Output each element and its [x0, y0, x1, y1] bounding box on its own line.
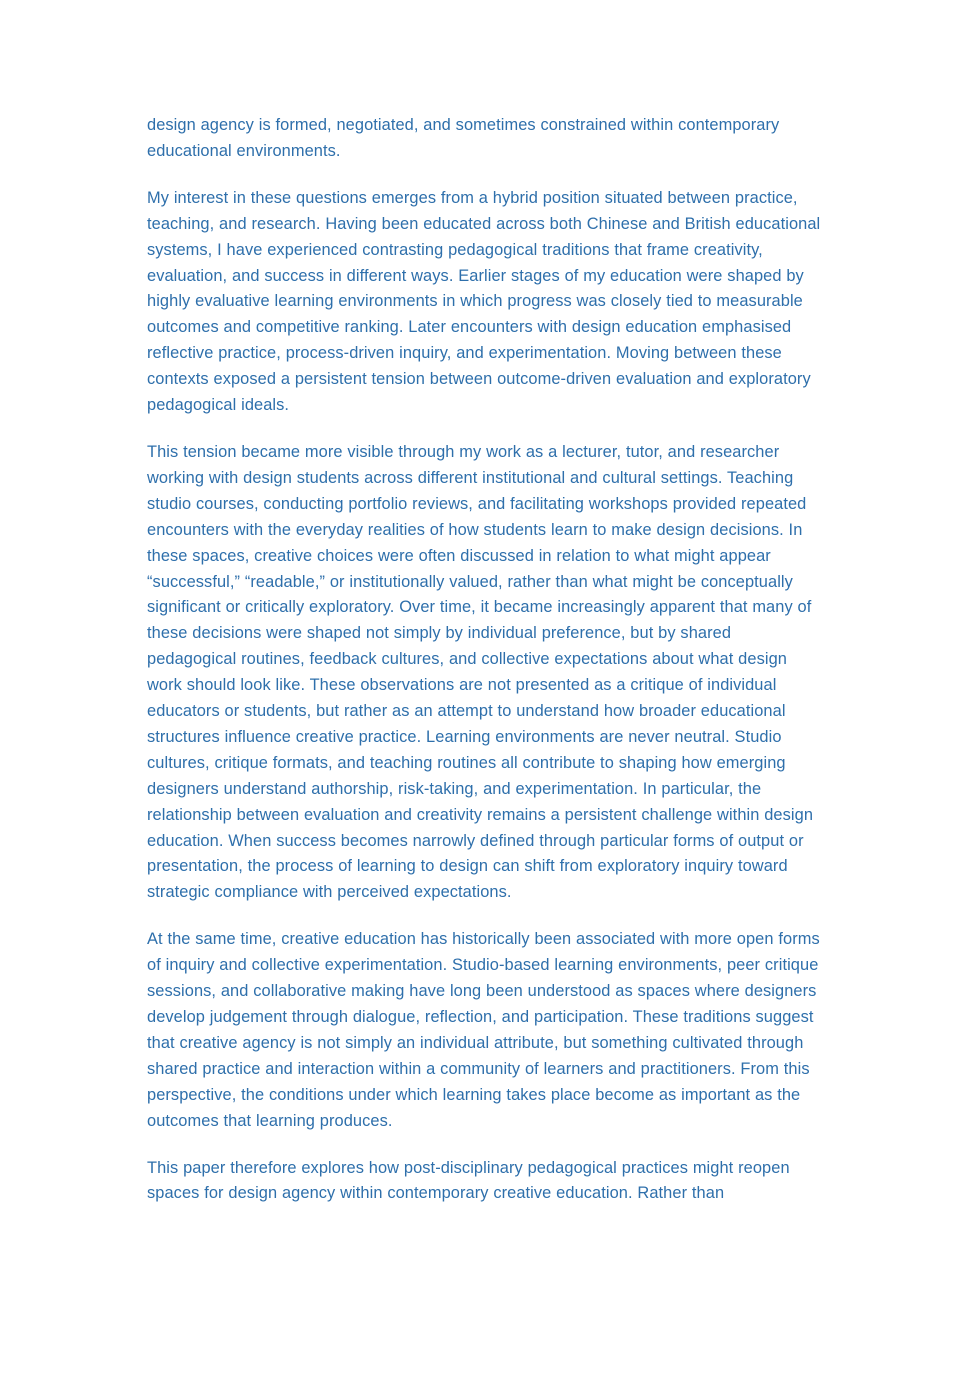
body-paragraph-5: This paper therefore explores how post-disciplinary pedagogical practices might reopen spaces for design agency within contemporary creative education. Rather than: [147, 1158, 795, 1203]
body-paragraph-1: design agency is formed, negotiated, and sometimes constrained within contemporary educational environments.: [147, 116, 785, 160]
body-paragraph-2: My interest in these questions emerges from a hybrid position situated between practice, teaching, and research. Having been educated across both Chinese and British educational systems, I have experienced contrasting pedagogical traditions that frame creativity, evaluation, and success in different ways. Earlier stages of my education were shaped by highly evaluative learning environments in which progress was closely tied to measurable outcomes and competitive ranking. Later encounters with design education emphasised reflective practice, process-driven inquiry, and experimentation. Moving between these contexts exposed a persistent tension between outcome-driven evaluation and exploratory pedagogical ideals.: [147, 188, 826, 415]
body-text-column: [147, 113, 825, 1207]
body-paragraph-3: This tension became more visible through my work as a lecturer, tutor, and researcher working with design students across different institutional and cultural settings. Teaching studio courses, conducting portfolio reviews, and facilitating workshops provided repeated encounters with the everyday realities of how students learn to make design decisions. In these spaces, creative choices were often discussed in relation to what might appear “successful,” “readable,” or institutionally valued, rather than what might be conceptually significant or critically exploratory. Over time, it became increasingly apparent that many of these decisions were shaped not simply by individual preference, but by shared pedagogical routines, feedback cultures, and collective expectations about what design work should look like. These observations are not presented as a critique of individual educators or students, but rather as an attempt to understand how broader educational structures influence creative practice. Learning environments are never neutral. Studio cultures, critique formats, and teaching routines all contribute to shaping how emerging designers understand authorship, risk-taking, and experimentation. In particular, the relationship between evaluation and creativity remains a persistent challenge within design education. When success becomes narrowly defined through particular forms of output or presentation, the process of learning to design can shift from exploratory inquiry toward strategic compliance with perceived expectations.: [147, 442, 818, 902]
body-paragraph-4: At the same time, creative education has historically been associated with more open forms of inquiry and collective experimentation. Studio-based learning environments, peer critique sessions, and collaborative making have long been understood as spaces where designers develop judgement through dialogue, reflection, and participation. These traditions suggest that creative agency is not simply an individual attribute, but something cultivated through shared practice and interaction within a community of learners and practitioners. From this perspective, the conditions under which learning takes place become as important as the outcomes that learning produces.: [147, 930, 825, 1130]
